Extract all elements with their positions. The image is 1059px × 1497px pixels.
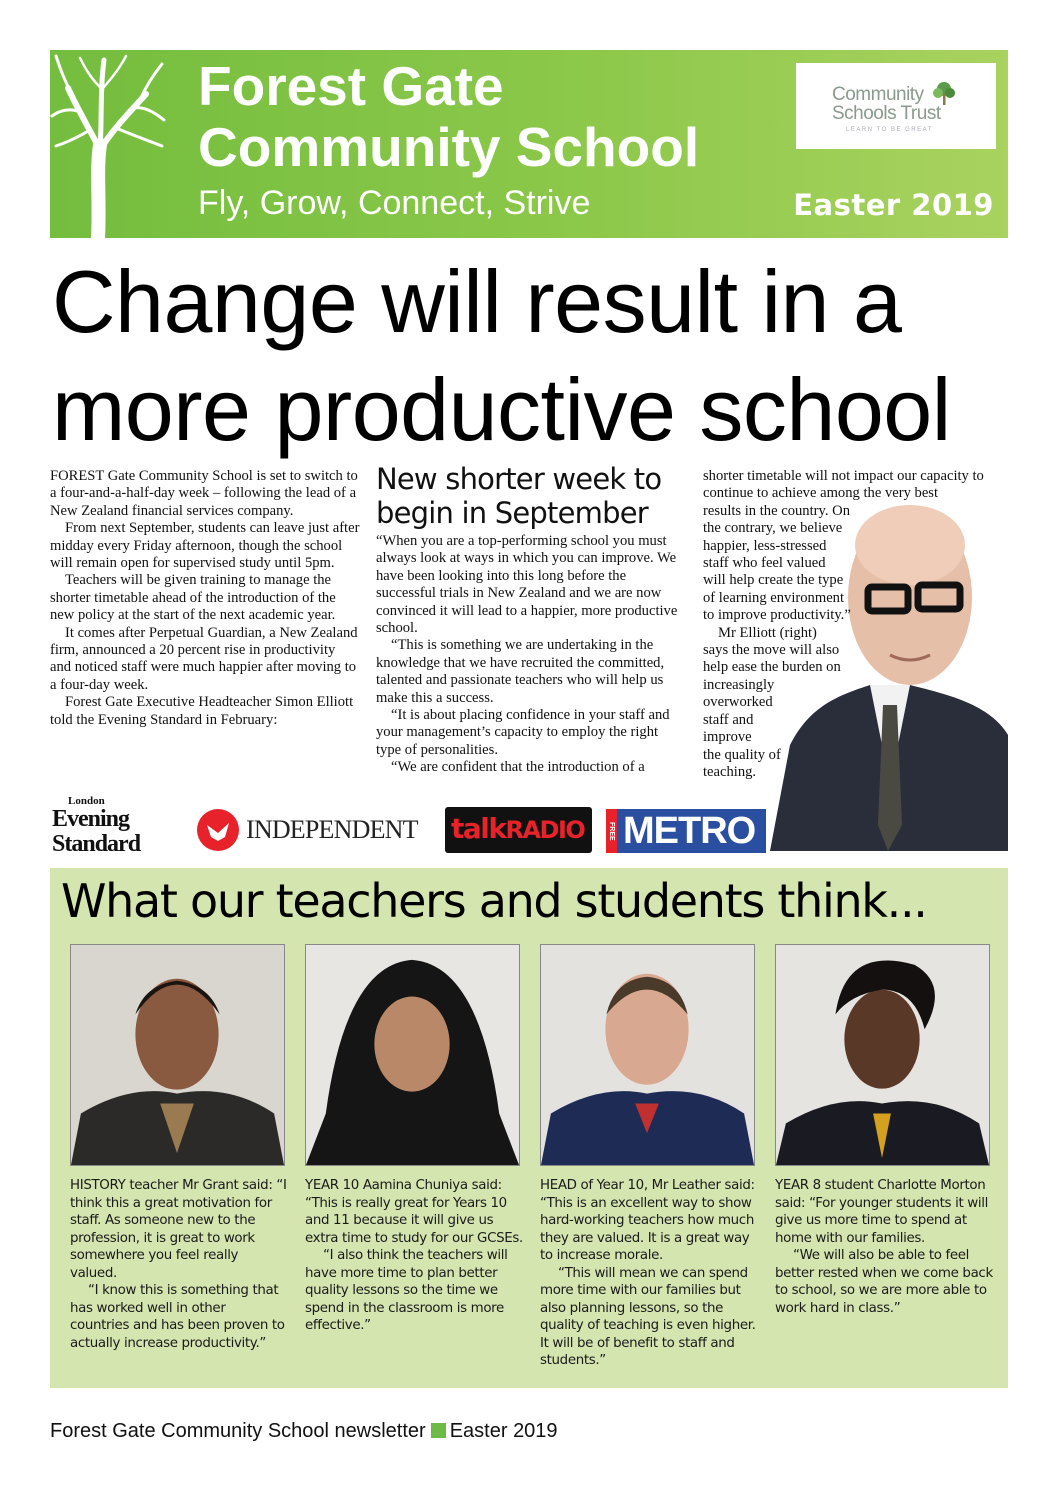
line: staff who feel valued: [703, 555, 826, 572]
teacher-photo-mr-leather: [540, 944, 755, 1166]
student-photo-aamina-chuniya: [305, 944, 520, 1166]
line: results in the country. On: [703, 502, 850, 519]
green-square-icon: [431, 1423, 446, 1438]
quote-paragraph: HEAD of Year 10, Mr Leather said: “This is an excellent way to show hard-working teachers how much they are valued. It is a great way to increase morale.: [540, 1178, 755, 1263]
footer-title: Forest Gate Community School newsletter: [50, 1420, 426, 1442]
paragraph: “When you are a top-performing school you must always look at ways in which you can improve. We have been looking into this long before the successful trials in New Zealand and we are now convinced it will lead to a happier, more productive school.: [376, 533, 678, 637]
quote-paragraph: YEAR 10 Aamina Chuniya said: “This is really great for Years 10 and 11 because it will give us extra time to study for our GCSEs.: [305, 1178, 523, 1246]
community-schools-trust-logo: [796, 63, 996, 149]
quote-paragraph: HISTORY teacher Mr Grant said: “I think this a great motivation for staff. As someone new to the profession, it is great to work somewhere you feel really valued.: [70, 1178, 287, 1281]
metro-logo: [606, 809, 766, 853]
quote-paragraph: YEAR 8 student Charlotte Morton said: “For younger students it will give us more time to spend at home with our families.: [775, 1178, 988, 1246]
independent-eagle-icon: [197, 809, 239, 851]
footer-edition: Easter 2019: [449, 1420, 558, 1442]
paragraph: Forest Gate Executive Headteacher Simon Elliott told the Evening Standard in February:: [50, 694, 354, 728]
line: the quality of: [703, 746, 781, 763]
trust-logo-tagline: LEARN TO BE GREAT: [846, 127, 933, 133]
quote-mr-leather: [540, 1177, 758, 1370]
media-logos: [50, 795, 765, 857]
teacher-photo-mr-grant: [70, 944, 285, 1166]
trust-logo-text: Community Schools Trust: [832, 84, 941, 124]
article-column-2: [376, 462, 686, 777]
masthead: [50, 50, 1008, 238]
edition-label: Easter 2019: [793, 188, 994, 222]
paragraph: “This is something we are undertaking in the knowledge that we have recruited the committed, talented and passionate teachers who will help us make this a success.: [376, 637, 665, 706]
paragraph: From next September, students can leave just after midday every Friday afternoon, though the school will remain open for supervised study until 5pm.: [50, 520, 360, 572]
line: Mr Elliott (right): [718, 624, 817, 641]
independent-logo: INDEPENDENT: [246, 815, 418, 844]
quote-aamina-chuniya: [305, 1177, 523, 1335]
tree-logo-icon: [50, 50, 170, 238]
school-motto: Fly, Grow, Connect, Strive: [198, 184, 591, 222]
line: help ease the burden on: [703, 659, 841, 676]
paragraph: It comes after Perpetual Guardian, a New Zealand firm, announced a 20 percent rise in productivity and noticed staff were much happier after moving to a four-day week.: [50, 624, 358, 693]
quote-mr-grant: [70, 1177, 288, 1352]
paragraph-wrapped: [703, 503, 868, 782]
line: happier, less-stressed: [703, 537, 827, 554]
main-headline: Change will result in a more productive school: [52, 252, 951, 459]
line: of learning environment: [703, 589, 845, 606]
quote-paragraph: “I also think the teachers will have more time to plan better quality lessons so the time we spend in the classroom is more effective.”: [305, 1248, 508, 1333]
article-column-1: [50, 468, 360, 729]
section-title: What our teachers and students think...: [61, 874, 927, 928]
article-column-3: [703, 468, 1008, 781]
metro-free-badge: FREE: [606, 809, 617, 853]
school-name-line2: Community School: [198, 116, 700, 178]
paragraph: “We are confident that the introduction of a: [391, 759, 645, 776]
quote-charlotte-morton: [775, 1177, 993, 1317]
metro-name: METRO: [623, 810, 756, 852]
opinions-section: [50, 868, 1008, 1388]
paragraph: “It is about placing confidence in your staff and your management’s capacity to employ the right type of personalities.: [376, 707, 670, 758]
paragraph: Teachers will be given training to manage the shorter timetable ahead of the introduction of the new policy at the start of the next academic year.: [50, 572, 336, 624]
student-photo-charlotte-morton: [775, 944, 990, 1166]
tree-icon: [932, 81, 956, 107]
line: the contrary, we believe: [703, 520, 843, 537]
line: staff and: [703, 711, 754, 728]
line: to improve productivity.”: [703, 607, 851, 624]
quote-paragraph: “This will mean we can spend more time with our families but also planning lessons, so the quality of teaching is even higher. It will be of benefit to staff and students.”: [540, 1265, 756, 1368]
quote-paragraph: “I know this is something that has worked well in other countries and has been proven to actually increase productivity.”: [70, 1283, 285, 1351]
line: will help create the type: [703, 572, 844, 589]
line: teaching.: [703, 763, 757, 780]
paragraph: shorter timetable will not impact our capacity to continue to achieve among the very best: [703, 468, 984, 502]
school-name: [198, 56, 699, 178]
line: increasingly: [703, 676, 775, 693]
school-name-line1: Forest Gate: [198, 55, 504, 117]
quote-paragraph: “We will also be able to feel better rested when we come back to school, so we are more able to work hard in class.”: [775, 1248, 993, 1316]
evening-standard-logo: London Evening Standard: [52, 795, 141, 857]
paragraph: FOREST Gate Community School is set to switch to a four-and-a-half-day week – following the lead of a New Zealand financial services company.: [50, 468, 358, 519]
article-subheading: New shorter week to begin in September: [376, 462, 662, 530]
page-footer: [50, 1420, 558, 1443]
line: improve: [703, 729, 752, 746]
talkradio-logo: talkRADIO: [445, 807, 592, 853]
line: overworked: [703, 694, 773, 711]
line: says the move will also: [703, 642, 840, 659]
